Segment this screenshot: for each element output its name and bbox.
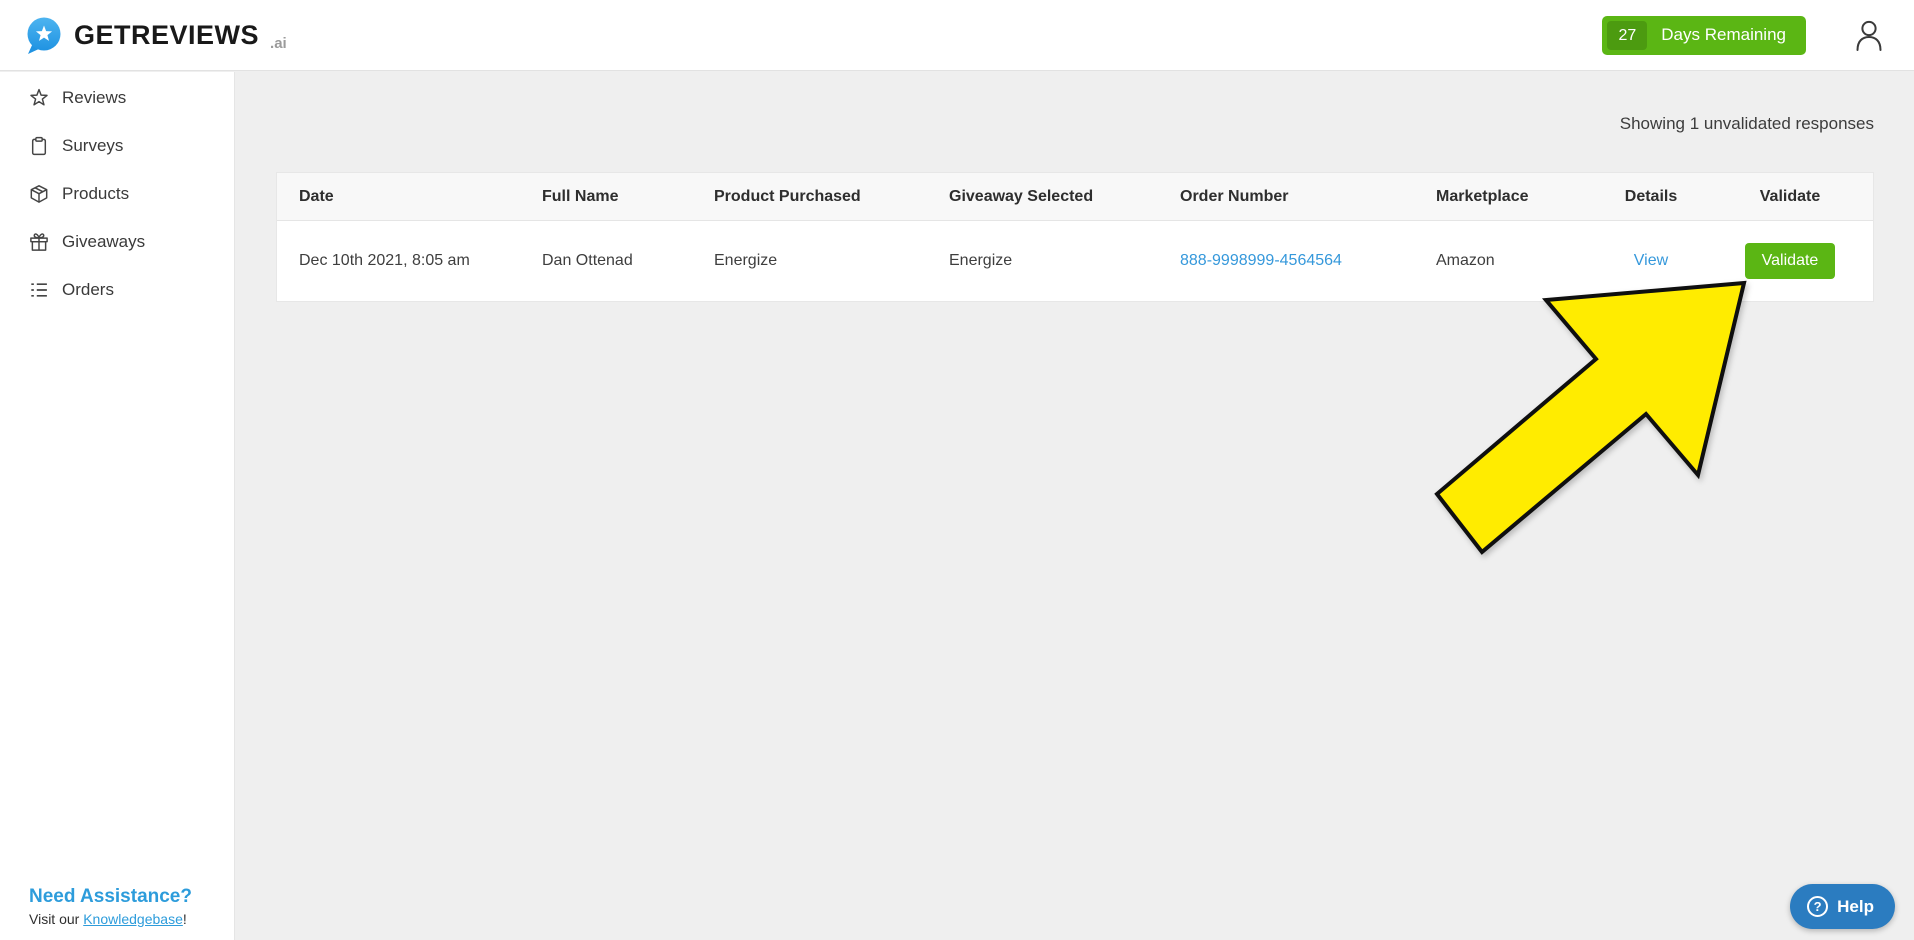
responses-table [276,172,1874,302]
column-header-date: Date [299,187,334,205]
sidebar-item-products[interactable] [0,170,234,218]
column-header-order-number: Order Number [1180,187,1289,205]
responses-summary: Showing 1 unvalidated responses [1619,114,1874,133]
assistance-title: Need Assistance? [29,886,192,907]
column-header-full-name: Full Name [542,187,619,205]
question-circle-icon: ? [1807,896,1828,917]
days-remaining-label: Days Remaining [1661,25,1786,44]
order-number-link[interactable]: 888-9998999-4564564 [1180,252,1342,269]
package-icon [29,184,49,204]
assistance-suffix: ! [182,911,187,927]
clipboard-icon [29,136,49,156]
sidebar-item-reviews[interactable] [0,74,234,122]
star-icon [29,88,49,108]
star-speech-bubble-icon [24,15,64,56]
column-header-marketplace: Marketplace [1436,187,1529,205]
assistance-line [29,911,192,927]
sidebar-item-label: Orders [62,280,114,299]
help-label: Help [1837,896,1874,916]
knowledgebase-link[interactable]: Knowledgebase [83,911,183,927]
sidebar [0,72,235,940]
column-header-validate: Validate [1759,187,1821,205]
user-menu-button[interactable] [1854,19,1884,52]
assistance-block [29,886,192,927]
table-row [277,221,1873,301]
days-remaining-count: 27 [1607,21,1647,50]
days-remaining-badge[interactable] [1602,16,1806,55]
sidebar-item-label: Products [62,184,130,203]
list-icon [29,280,49,300]
column-header-product-purchased: Product Purchased [714,187,861,205]
column-header-details: Details [1624,187,1678,205]
cell-giveaway-selected: Energize [949,252,1013,269]
gift-icon [29,232,49,252]
topbar [0,0,1914,71]
brand-name: GETREVIEWS [74,19,260,50]
cell-marketplace: Amazon [1436,252,1495,269]
table-header-row [277,173,1873,221]
cell-product-purchased: Energize [714,252,778,269]
sidebar-item-orders[interactable] [0,266,234,314]
main-content [236,72,1914,940]
sidebar-item-surveys[interactable] [0,122,234,170]
assistance-prefix: Visit our [29,911,84,927]
column-header-giveaway-selected: Giveaway Selected [949,187,1094,205]
brand-logo[interactable] [24,15,287,56]
brand-suffix: .ai [270,34,287,52]
help-button[interactable] [1790,884,1895,929]
user-outline-icon [1854,19,1884,52]
validate-button[interactable]: Validate [1745,243,1836,279]
view-details-link[interactable]: View [1633,252,1669,269]
sidebar-item-label: Surveys [62,136,124,155]
cell-date: Dec 10th 2021, 8:05 am [299,252,470,269]
sidebar-item-giveaways[interactable] [0,218,234,266]
sidebar-item-label: Reviews [62,88,127,107]
sidebar-item-label: Giveaways [62,232,146,251]
cell-full-name: Dan Ottenad [542,252,633,269]
